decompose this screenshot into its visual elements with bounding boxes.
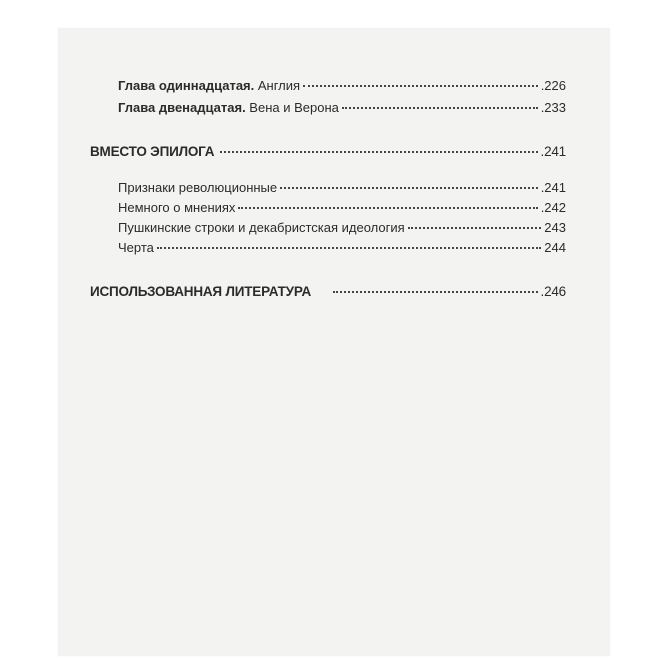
dot-leader [238,207,537,209]
dot-leader [157,247,541,249]
toc-entry-label [118,78,300,93]
dot-leader [333,291,538,293]
page-number: .246 [540,284,566,299]
section-title: ИСПОЛЬЗОВАННАЯ ЛИТЕРАТУРА [90,284,311,299]
item-title: Признаки революционные [118,180,278,195]
toc-entry-literature [90,284,566,299]
item-title: Черта [118,240,154,255]
toc-entry-epilogue-item [118,200,566,215]
chapter-title: Вена и Верона [245,100,339,115]
toc-entry-epilogue-item [118,220,566,235]
dot-leader [220,151,537,153]
chapter-title: Англия [254,78,301,93]
dot-leader [408,227,542,229]
dot-leader [303,85,538,87]
item-title: Немного о мнениях [118,200,236,215]
toc-entry-epilogue [90,144,566,159]
dot-leader [342,107,538,109]
item-title: Пушкинские строки и декабристская идеология [118,220,405,235]
page-number: 243 [544,220,566,235]
page-number: .241 [540,180,566,195]
page-number: .242 [540,200,566,215]
toc-entry-label [118,100,339,115]
section-title: ВМЕСТО ЭПИЛОГА [90,144,215,159]
toc-entry-chapter-12 [118,100,566,115]
toc-entry-epilogue-item [118,240,566,255]
book-page [58,28,610,656]
toc-entry-chapter-11 [118,78,566,93]
page-number: 244 [544,240,566,255]
page-number: .241 [540,144,566,159]
chapter-number: Глава одиннадцатая. [118,78,255,93]
page-number: .226 [540,78,566,93]
page-number: .233 [540,100,566,115]
toc-entry-epilogue-item [118,180,566,195]
dot-leader [280,187,538,189]
chapter-number: Глава двенадцатая. [118,100,246,115]
table-of-contents [58,28,610,656]
